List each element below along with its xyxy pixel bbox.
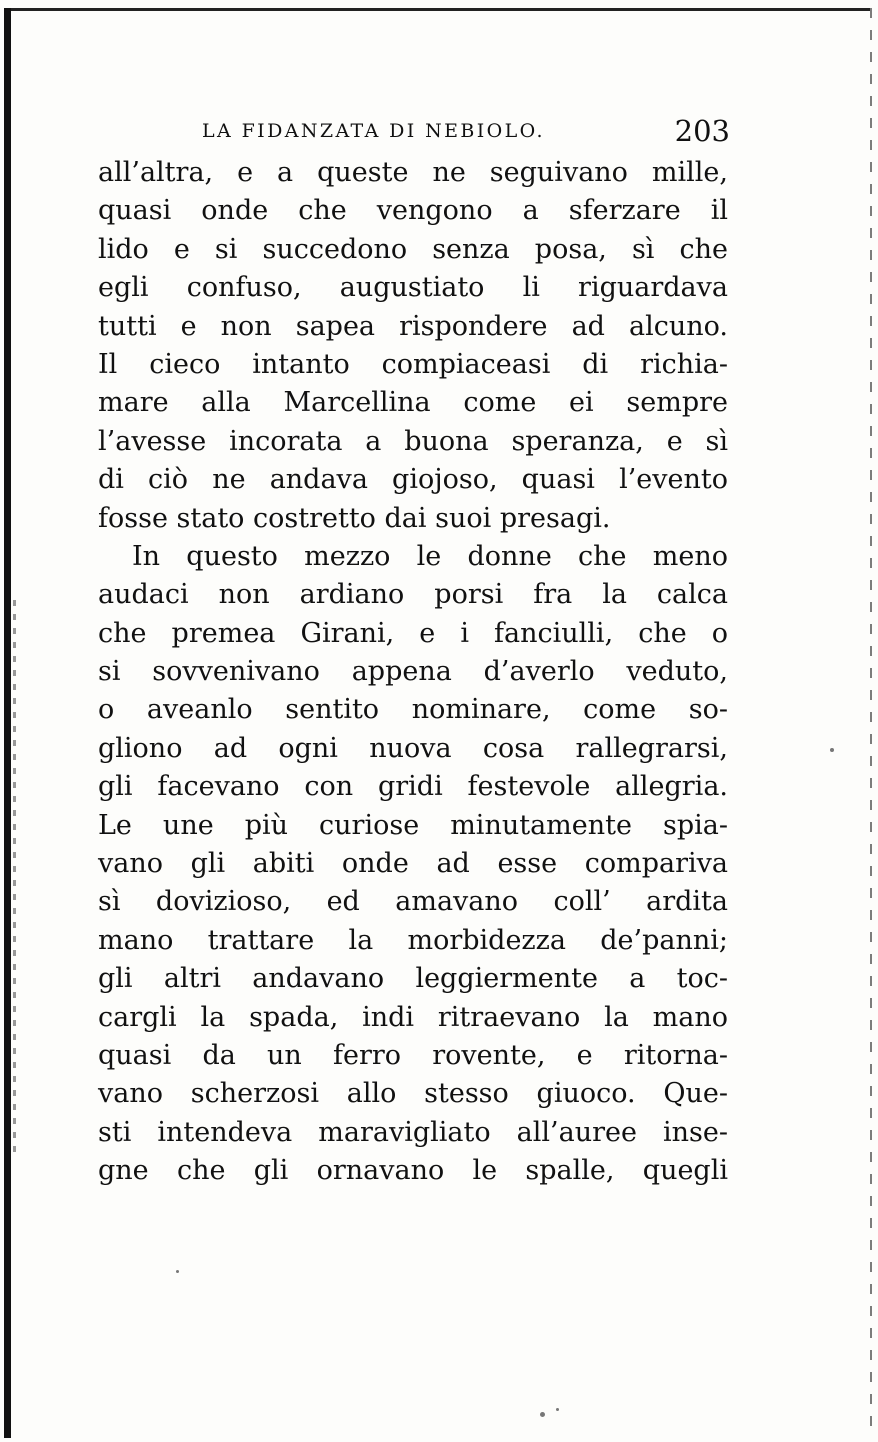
text-line: l’avesse incorata a buona speranza, e sì <box>98 425 728 457</box>
text-line: si sovvenivano appena d’averlo veduto, <box>98 656 728 688</box>
text-line: Il cieco intanto compiaceasi di richia- <box>98 348 728 380</box>
text-line: gne che gli ornavano le spalle, quegli <box>98 1155 728 1187</box>
running-title: LA FIDANZATA DI NEBIOLO. <box>202 120 545 142</box>
body-text <box>98 154 728 1191</box>
text-line: all’altra, e a queste ne seguivano mille, <box>98 157 728 188</box>
page-top-edge <box>4 8 870 11</box>
text-line: cargli la spada, indi ritraevano la mano <box>98 1001 728 1033</box>
book-spine-edge <box>4 8 11 1438</box>
page-header <box>98 114 730 150</box>
text-line: gliono ad ogni nuova cosa rallegrarsi, <box>98 732 728 764</box>
text-line: sì dovizioso, ed amavano coll’ ardita <box>98 886 728 918</box>
text-line: Le une più curiose minutamente spia- <box>98 809 728 841</box>
ink-speck <box>556 1408 559 1411</box>
text-line: vano scherzosi allo stesso giuoco. Que- <box>98 1078 728 1110</box>
ink-speck <box>540 1412 545 1417</box>
text-line: audaci non ardiano porsi fra la calca <box>98 579 728 611</box>
ink-speck <box>830 748 834 752</box>
text-line: quasi onde che vengono a sferzare il <box>98 195 728 227</box>
text-line: di ciò ne andava giojoso, quasi l’evento <box>98 464 728 496</box>
text-line: vano gli abiti onde ad esse compariva <box>98 848 728 880</box>
text-line: In questo mezzo le donne che meno <box>132 540 728 572</box>
text-line: mano trattare la morbidezza de’panni; <box>98 924 728 956</box>
text-line: fosse stato costretto dai suoi presagi. <box>98 502 611 534</box>
text-line: o aveanlo sentito nominare, come so- <box>98 694 728 726</box>
text-line: gli facevano con gridi festevole allegria. <box>98 771 728 803</box>
text-line: lido e si succedono senza posa, sì che <box>98 233 728 265</box>
spine-shadow <box>13 600 16 1160</box>
text-line: tutti e non sapea rispondere ad alcuno. <box>98 310 728 342</box>
text-line: mare alla Marcellina come ei sempre <box>98 387 728 419</box>
page-right-edge <box>870 8 872 1438</box>
text-line: sti intendeva maravigliato all’auree inse- <box>98 1116 728 1148</box>
text-line: quasi da un ferro rovente, e ritorna- <box>98 1039 728 1071</box>
text-line: che premea Girani, e i fanciulli, che o <box>98 617 728 649</box>
ink-speck <box>176 1270 179 1273</box>
text-line: gli altri andavano leggiermente a toc- <box>98 963 728 995</box>
page-number: 203 <box>674 114 730 148</box>
text-line: egli confuso, augustiato li riguardava <box>98 272 728 304</box>
